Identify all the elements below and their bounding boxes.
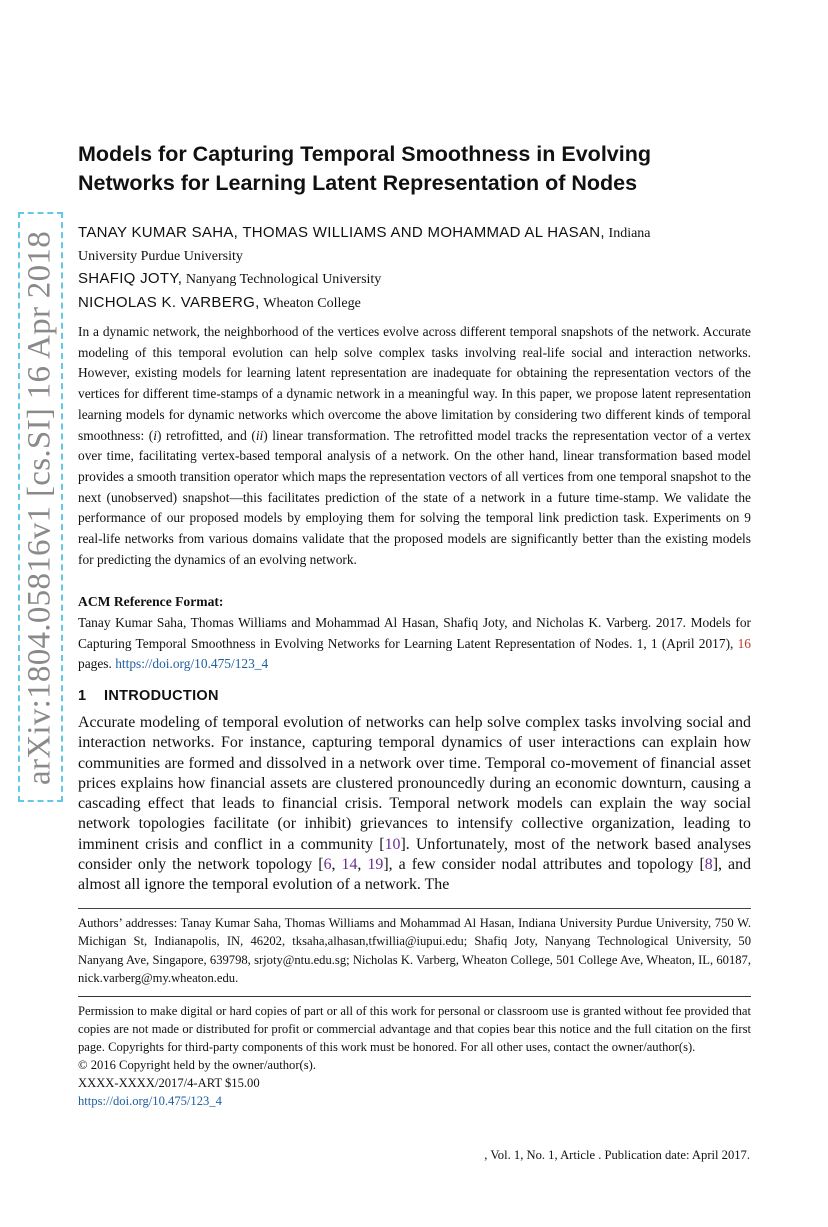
permission-doi-link[interactable]: https://doi.org/10.475/123_4: [78, 1094, 222, 1108]
author-group-2: [78, 268, 751, 292]
citation-8[interactable]: 8: [704, 856, 713, 874]
citation-19[interactable]: 19: [367, 856, 384, 874]
author-affiliation-2: Nanyang Technological University: [185, 272, 382, 287]
section-title: INTRODUCTION: [104, 688, 219, 704]
acm-reference-citation: Tanay Kumar Saha, Thomas Williams and Mohammad Al Hasan, Shafiq Joty, and Nicholas K. Varberg. 2017. Models for Capturing Temporal Smoothness in Evolving Networks for Learning Latent Representation of Nodes. 1, 1 (April 2017),: [78, 615, 751, 651]
author-group-1: [78, 222, 751, 246]
doi-link[interactable]: https://doi.org/10.475/123_4: [115, 656, 269, 671]
copyright-line: © 2016 Copyright held by the owner/author(s).: [78, 1058, 316, 1072]
paper-title: [78, 140, 751, 198]
author-group-3: [78, 292, 751, 316]
author-affiliation-1a: Indiana: [608, 226, 651, 241]
abstract: [78, 322, 751, 570]
author-affiliation-3: Wheaton College: [263, 295, 361, 311]
pages-link[interactable]: 16: [737, 635, 751, 651]
acm-reference-pages-suffix: pages.: [78, 656, 116, 671]
section-heading-introduction: [78, 688, 751, 704]
abstract-item-i: i: [153, 427, 157, 443]
page-footer: , Vol. 1, No. 1, Article . Publication date: April 2017.: [484, 1148, 750, 1162]
acm-reference-text: [78, 613, 751, 675]
permission-text: Permission to make digital or hard copies of part or all of this work for personal or classroom use is granted without fee provided that copies are not made or distributed for profit or commercial advantage and that copies bear this notice and the full citation on the first page. Copyrights for third-party components of this work must be honored. For all other uses, contact the owner/author(s).: [78, 1004, 751, 1054]
title-line-2: Networks for Learning Latent Representation of Nodes: [78, 171, 638, 195]
title-line-1: Models for Capturing Temporal Smoothness in Evolving: [78, 142, 651, 166]
abstract-text-3: ) linear transformation. The retrofitted model tracks the representation vector of a vertex over time, facilitating vertex-based temporal analysis of a network. On the other hand, linear transformation based model provides a smooth transition operator which maps the representation vectors of all vertices from one temporal snapshot to the next (unobserved) snapshot—this facilitates prediction of the state of a network in a future time-stamp. We validate the performance of our proposed models by employing them for solving the temporal link prediction task. Experiments on 9 real-life networks from various domains validate that the proposed models are significantly better than the existing models for predicting the dynamics of an evolving network.: [78, 427, 751, 567]
author-name-3: NICHOLAS K. VARBERG,: [78, 293, 260, 311]
abstract-text-1: In a dynamic network, the neighborhood of the vertices evolve across different temporal snapshots of the network. Accurate modeling of this temporal evolution can help solve complex tasks involving real-life social and interaction networks. However, existing models for learning latent representation are inadequate for obtaining the representation vectors of the vertices for different time-stamps of a dynamic network in a meaningful way. In this paper, we propose latent representation learning models for dynamic networks which overcome the above limitation by considering two different kinds of temporal smoothness: (: [78, 324, 751, 443]
author-affiliation-1b: University Purdue University: [78, 248, 243, 264]
footnote-divider: [78, 908, 751, 909]
intro-text-1: Accurate modeling of temporal evolution of networks can help solve complex tasks involving social and interaction networks. For instance, capturing temporal dynamics of user interactions can explain how communities are formed and dissolved in a network over time. Temporal co-movement of financial asset prices explains how financial assets are clustered pronouncedly during an economic downturn, causing a cascading effect that leads to financial crisis. Temporal network models can explain the way social network topologies facilitate (or inhibit) grievances to intensify collective organization, leading to imminent crisis and conflict in a community [: [78, 714, 751, 853]
intro-text-4: ], and almost all ignore the temporal evolution of a network. The: [78, 856, 751, 894]
introduction-paragraph: Accurate modeling of temporal evolution of networks can help solve complex tasks involving social and interaction networks. For instance, capturing temporal dynamics of user interactions can explain how communities are formed and dissolved in a network over time. Temporal co-movement of financial asset prices explains how financial assets are clustered pronouncedly during an economic downturn, causing a cascading effect that leads to financial crisis. Temporal network models can explain the way social network topologies facilitate (or inhibit) grievances to intensify collective organization, leading to imminent crisis and conflict in a community [10]. Unfortunately, most of the network based analyses consider only the network topology [6, 14, 19], a few consider nodal attributes and topology [8], and almost all ignore the temporal evolution of a network. The: [78, 714, 751, 894]
citation-10[interactable]: 10: [384, 835, 401, 853]
author-names-1: TANAY KUMAR SAHA, THOMAS WILLIAMS AND MOHAMMAD AL HASAN,: [78, 224, 605, 241]
acm-reference-heading: ACM Reference Format:: [78, 594, 224, 609]
citation-6[interactable]: 6: [323, 856, 332, 874]
intro-text-3: ], a few consider nodal attributes and topology [: [383, 856, 705, 874]
arxiv-stamp[interactable]: arXiv:1804.05816v1 [cs.SI] 16 Apr 2018: [21, 230, 58, 786]
author-name-2: SHAFIQ JOTY,: [78, 270, 183, 287]
citation-14[interactable]: 14: [341, 856, 358, 874]
permission-divider: [78, 996, 751, 997]
abstract-text-2: ) retrofitted, and (: [156, 427, 256, 443]
intro-text-2: ]. Unfortunately, most of the network based analyses consider only the network topology [: [78, 835, 751, 874]
authors-addresses-footnote: Authors’ addresses: Tanay Kumar Saha, Thomas Williams and Mohammad Al Hasan, Indiana University Purdue University, 750 W. Michigan St, Indianapolis, IN, 46202, tksaha,alhasan,tfwillia@iupui.edu; Shafiq Joty, Nanyang Technological University, 50 Nanyang Ave, Singapore, 639798, srjoty@ntu.edu.sg; Nicholas K. Varberg, Wheaton College, 501 College Ave, Wheaton, IL, 60187, nick.varberg@my.wheaton.edu.: [78, 916, 751, 985]
section-number: 1: [78, 688, 87, 704]
permission-block: [78, 1002, 751, 1110]
abstract-item-ii: ii: [255, 427, 264, 443]
isbn-line: XXXX-XXXX/2017/4-ART $15.00: [78, 1076, 260, 1090]
author-list: [78, 222, 751, 315]
